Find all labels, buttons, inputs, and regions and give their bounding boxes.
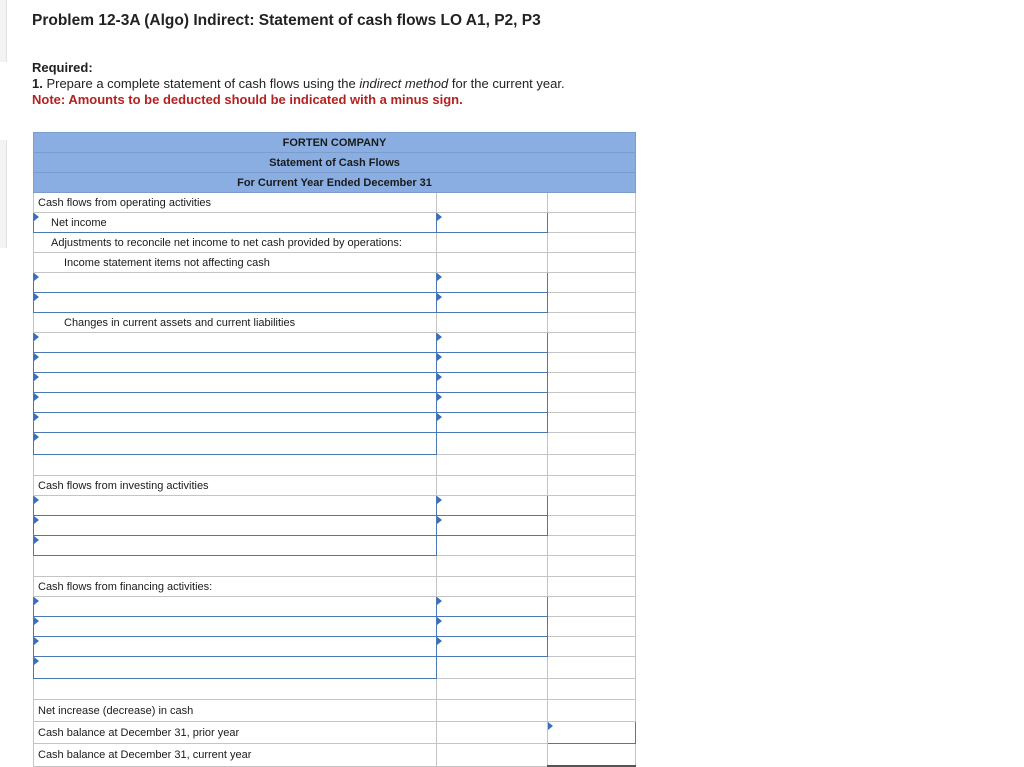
- empty-cell: [548, 373, 636, 393]
- empty-cell: [548, 413, 636, 433]
- table-row: [34, 333, 636, 353]
- empty-cell: [548, 476, 636, 496]
- prior-balance-label: Cash balance at December 31, prior year: [34, 722, 437, 744]
- header-row: [34, 153, 636, 173]
- empty-cell: [437, 577, 548, 597]
- empty-cell: [437, 455, 548, 476]
- empty-cell: [34, 679, 437, 700]
- empty-cell: [548, 496, 636, 516]
- requirement-text: Prepare a complete statement of cash flows using the: [42, 76, 360, 91]
- empty-cell: [548, 353, 636, 373]
- empty-cell: [437, 536, 548, 556]
- financing-item-input[interactable]: [34, 617, 437, 637]
- table-row: [34, 455, 636, 476]
- table-row: [34, 496, 636, 516]
- change-amount-input[interactable]: [437, 393, 548, 413]
- prior-balance-input[interactable]: [548, 722, 636, 744]
- requirement-note: Note: Amounts to be deducted should be indicated with a minus sign.: [32, 92, 463, 107]
- table-row: [34, 722, 636, 744]
- change-item-input[interactable]: [34, 413, 437, 433]
- investing-label: Cash flows from investing activities: [34, 476, 437, 496]
- financing-amount-input[interactable]: [437, 637, 548, 657]
- requirement-text-end: for the current year.: [448, 76, 565, 91]
- adjustments-label: Adjustments to reconcile net income to net cash provided by operations:: [34, 233, 437, 253]
- empty-cell: [437, 476, 548, 496]
- side-panel-tab: [0, 0, 7, 62]
- company-name: FORTEN COMPANY: [34, 133, 636, 153]
- empty-cell: [548, 273, 636, 293]
- empty-cell: [437, 722, 548, 744]
- investing-item-input[interactable]: [34, 516, 437, 536]
- empty-cell: [548, 700, 636, 722]
- empty-cell: [548, 516, 636, 536]
- empty-cell: [437, 657, 548, 679]
- table-row: [34, 413, 636, 433]
- table-row: [34, 313, 636, 333]
- empty-cell: [548, 577, 636, 597]
- required-heading: Required:: [32, 60, 93, 75]
- net-income-label: Net income: [34, 213, 437, 233]
- change-amount-input[interactable]: [437, 353, 548, 373]
- operating-amount-input[interactable]: [437, 293, 548, 313]
- empty-cell: [548, 617, 636, 637]
- statement-period: For Current Year Ended December 31: [34, 173, 636, 193]
- change-item-input[interactable]: [34, 353, 437, 373]
- empty-cell: [548, 597, 636, 617]
- table-row: [34, 657, 636, 679]
- financing-amount-input[interactable]: [437, 597, 548, 617]
- empty-cell: [437, 679, 548, 700]
- change-amount-input[interactable]: [437, 373, 548, 393]
- operating-amount-input[interactable]: [437, 273, 548, 293]
- empty-cell: [548, 433, 636, 455]
- table-row: [34, 597, 636, 617]
- change-item-input[interactable]: [34, 373, 437, 393]
- empty-cell: [548, 313, 636, 333]
- empty-cell: [548, 213, 636, 233]
- requirement-1: [32, 76, 565, 92]
- financing-label: Cash flows from financing activities:: [34, 577, 437, 597]
- table-row: [34, 433, 636, 455]
- investing-amount-input[interactable]: [437, 496, 548, 516]
- section-row: [34, 193, 636, 213]
- table-row: [34, 233, 636, 253]
- requirements-block: [32, 60, 565, 108]
- financing-item-input[interactable]: [34, 597, 437, 617]
- investing-total-label-input[interactable]: [34, 536, 437, 556]
- table-row: [34, 536, 636, 556]
- empty-cell: [437, 744, 548, 767]
- empty-cell: [548, 253, 636, 273]
- table-row: [34, 273, 636, 293]
- side-panel-tab: [0, 140, 7, 248]
- empty-cell: [548, 333, 636, 353]
- empty-cell: [437, 253, 548, 273]
- empty-cell: [548, 657, 636, 679]
- cash-flow-statement-table: [33, 132, 636, 767]
- empty-cell: [548, 193, 636, 213]
- operating-total-label-input[interactable]: [34, 433, 437, 455]
- investing-amount-input[interactable]: [437, 516, 548, 536]
- operating-label: Cash flows from operating activities: [34, 193, 437, 213]
- investing-item-input[interactable]: [34, 496, 437, 516]
- empty-cell: [548, 293, 636, 313]
- requirement-method: indirect method: [359, 76, 449, 91]
- header-row: [34, 173, 636, 193]
- financing-item-input[interactable]: [34, 637, 437, 657]
- empty-cell: [34, 455, 437, 476]
- table-row: [34, 353, 636, 373]
- current-balance-label: Cash balance at December 31, current year: [34, 744, 437, 767]
- empty-cell: [548, 455, 636, 476]
- empty-cell: [437, 193, 548, 213]
- section-row: [34, 577, 636, 597]
- empty-cell: [437, 556, 548, 577]
- requirement-number: 1.: [32, 76, 43, 91]
- table-row: [34, 253, 636, 273]
- financing-total-label-input[interactable]: [34, 657, 437, 679]
- operating-item-input[interactable]: [34, 293, 437, 313]
- section-row: [34, 476, 636, 496]
- table-row: [34, 213, 636, 233]
- empty-cell: [548, 536, 636, 556]
- operating-item-input[interactable]: [34, 273, 437, 293]
- table-row: [34, 516, 636, 536]
- table-row: [34, 617, 636, 637]
- empty-cell: [548, 637, 636, 657]
- empty-cell: [34, 556, 437, 577]
- empty-cell: [548, 393, 636, 413]
- empty-cell: [437, 700, 548, 722]
- current-balance-cell: [548, 744, 636, 767]
- table-row: [34, 744, 636, 767]
- table-row: [34, 637, 636, 657]
- change-amount-input[interactable]: [437, 333, 548, 353]
- empty-cell: [437, 313, 548, 333]
- net-change-label: Net increase (decrease) in cash: [34, 700, 437, 722]
- change-item-input[interactable]: [34, 333, 437, 353]
- net-income-amount-input[interactable]: [437, 213, 548, 233]
- problem-title: Problem 12-3A (Algo) Indirect: Statement of cash flows LO A1, P2, P3: [32, 12, 541, 29]
- table-row: [34, 556, 636, 577]
- change-item-input[interactable]: [34, 393, 437, 413]
- empty-cell: [548, 556, 636, 577]
- table-row: [34, 700, 636, 722]
- change-amount-input[interactable]: [437, 413, 548, 433]
- header-row: [34, 133, 636, 153]
- empty-cell: [437, 233, 548, 253]
- table-row: [34, 373, 636, 393]
- empty-cell: [548, 679, 636, 700]
- table-row: [34, 293, 636, 313]
- table-row: [34, 393, 636, 413]
- changes-label: Changes in current assets and current liabilities: [34, 313, 437, 333]
- empty-cell: [548, 233, 636, 253]
- income-items-label: Income statement items not affecting cash: [34, 253, 437, 273]
- empty-cell: [437, 433, 548, 455]
- table-row: [34, 679, 636, 700]
- financing-amount-input[interactable]: [437, 617, 548, 637]
- statement-name: Statement of Cash Flows: [34, 153, 636, 173]
